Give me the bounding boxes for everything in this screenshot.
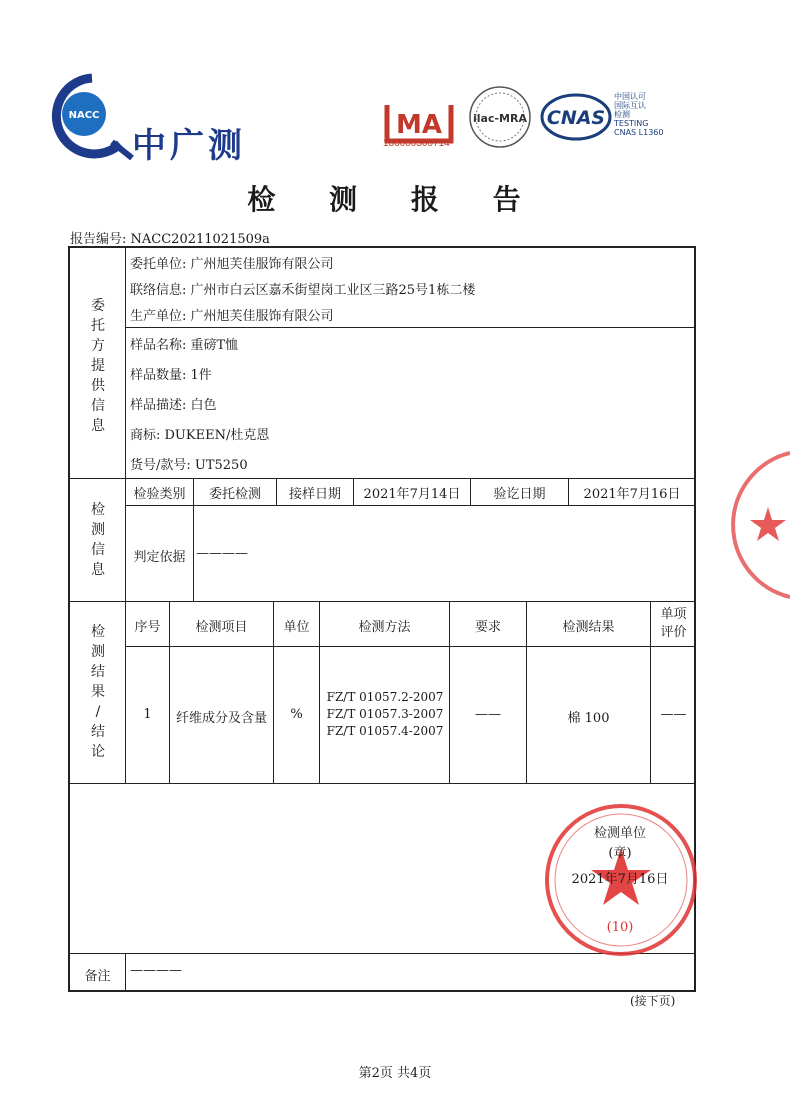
header-item: 检测项目 [195, 620, 248, 635]
received-date-label: 接样日期 [288, 487, 341, 502]
completed-date-label: 验讫日期 [493, 487, 546, 502]
header-method: 检测方法 [358, 620, 411, 635]
trademark: 商标: DUKEEN/杜克恩 [130, 428, 270, 443]
header-evaluation: 单项 评价 [660, 607, 687, 640]
client-contact: 联络信息: 广州市白云区嘉禾街望岗工业区三路25号1栋二楼 [130, 283, 476, 298]
svg-text:ilac-MRA: ilac-MRA [473, 112, 527, 125]
row-item: 纤维成分及含量 [175, 711, 267, 726]
manufacturer: 生产单位: 广州旭芙佳服饰有限公司 [130, 309, 334, 324]
row-evaluation: —— [660, 707, 687, 722]
seal-label: (章) [608, 846, 632, 861]
client-section-label: 委 托 方 提 供 信 息 [91, 298, 105, 434]
test-unit-label: 检测单位 [593, 826, 646, 841]
sample-description: 样品描述: 白色 [130, 398, 217, 413]
report-title: 检 测 报 告 [247, 183, 543, 216]
signature-date: 2021年7月16日 [571, 872, 669, 887]
svg-text:NACC: NACC [68, 110, 100, 121]
ilac-mra-logo-icon [465, 82, 535, 152]
test-info-label: 检 测 信 息 [91, 502, 105, 578]
remarks-label: 备注 [84, 969, 111, 984]
row-no: 1 [143, 707, 152, 722]
test-category-label: 检验类别 [133, 487, 186, 502]
row-unit: % [290, 707, 303, 722]
continued-note: (接下页) [630, 994, 676, 1008]
svg-text:MA: MA [396, 110, 442, 140]
cnas-logo-icon [540, 92, 612, 142]
style-number: 货号/款号: UT5250 [130, 458, 248, 473]
header-result: 检测结果 [562, 620, 615, 635]
cma-number: 180000300714 [383, 138, 450, 149]
header-unit: 单位 [283, 620, 310, 635]
partial-stamp-icon [728, 445, 790, 605]
basis-label: 判定依据 [133, 550, 186, 565]
sample-name: 样品名称: 重磅T恤 [130, 338, 239, 353]
row-result: 棉 100 [567, 711, 610, 726]
sample-quantity: 样品数量: 1件 [130, 368, 212, 383]
row-methods: FZ/T 01057.2-2007 FZ/T 01057.3-2007 FZ/T 01057.4-2007 [326, 690, 444, 738]
basis-value: ———— [196, 546, 248, 561]
row-requirement: —— [475, 707, 501, 722]
test-category-value: 委托检测 [208, 487, 261, 502]
results-section-label: 检 测 结 果 / 结 论 [91, 624, 105, 760]
page-number: 第2页 共4页 [358, 1066, 432, 1081]
completed-date-value: 2021年7月16日 [583, 487, 681, 502]
client-name: 委托单位: 广州旭芙佳服饰有限公司 [130, 257, 334, 272]
remarks-value: ———— [130, 963, 182, 978]
header-no: 序号 [134, 620, 161, 635]
brand-name: 中广测 [132, 126, 246, 166]
stamp-code: (10) [606, 920, 634, 935]
header-requirement: 要求 [474, 620, 501, 635]
received-date-value: 2021年7月14日 [363, 487, 461, 502]
report-number: 报告编号: NACC20211021509a [70, 232, 270, 247]
cnas-caption: 中国认可 国际互认 检测 TESTING CNAS L1360 [614, 92, 664, 137]
svg-text:CNAS: CNAS [546, 107, 606, 129]
